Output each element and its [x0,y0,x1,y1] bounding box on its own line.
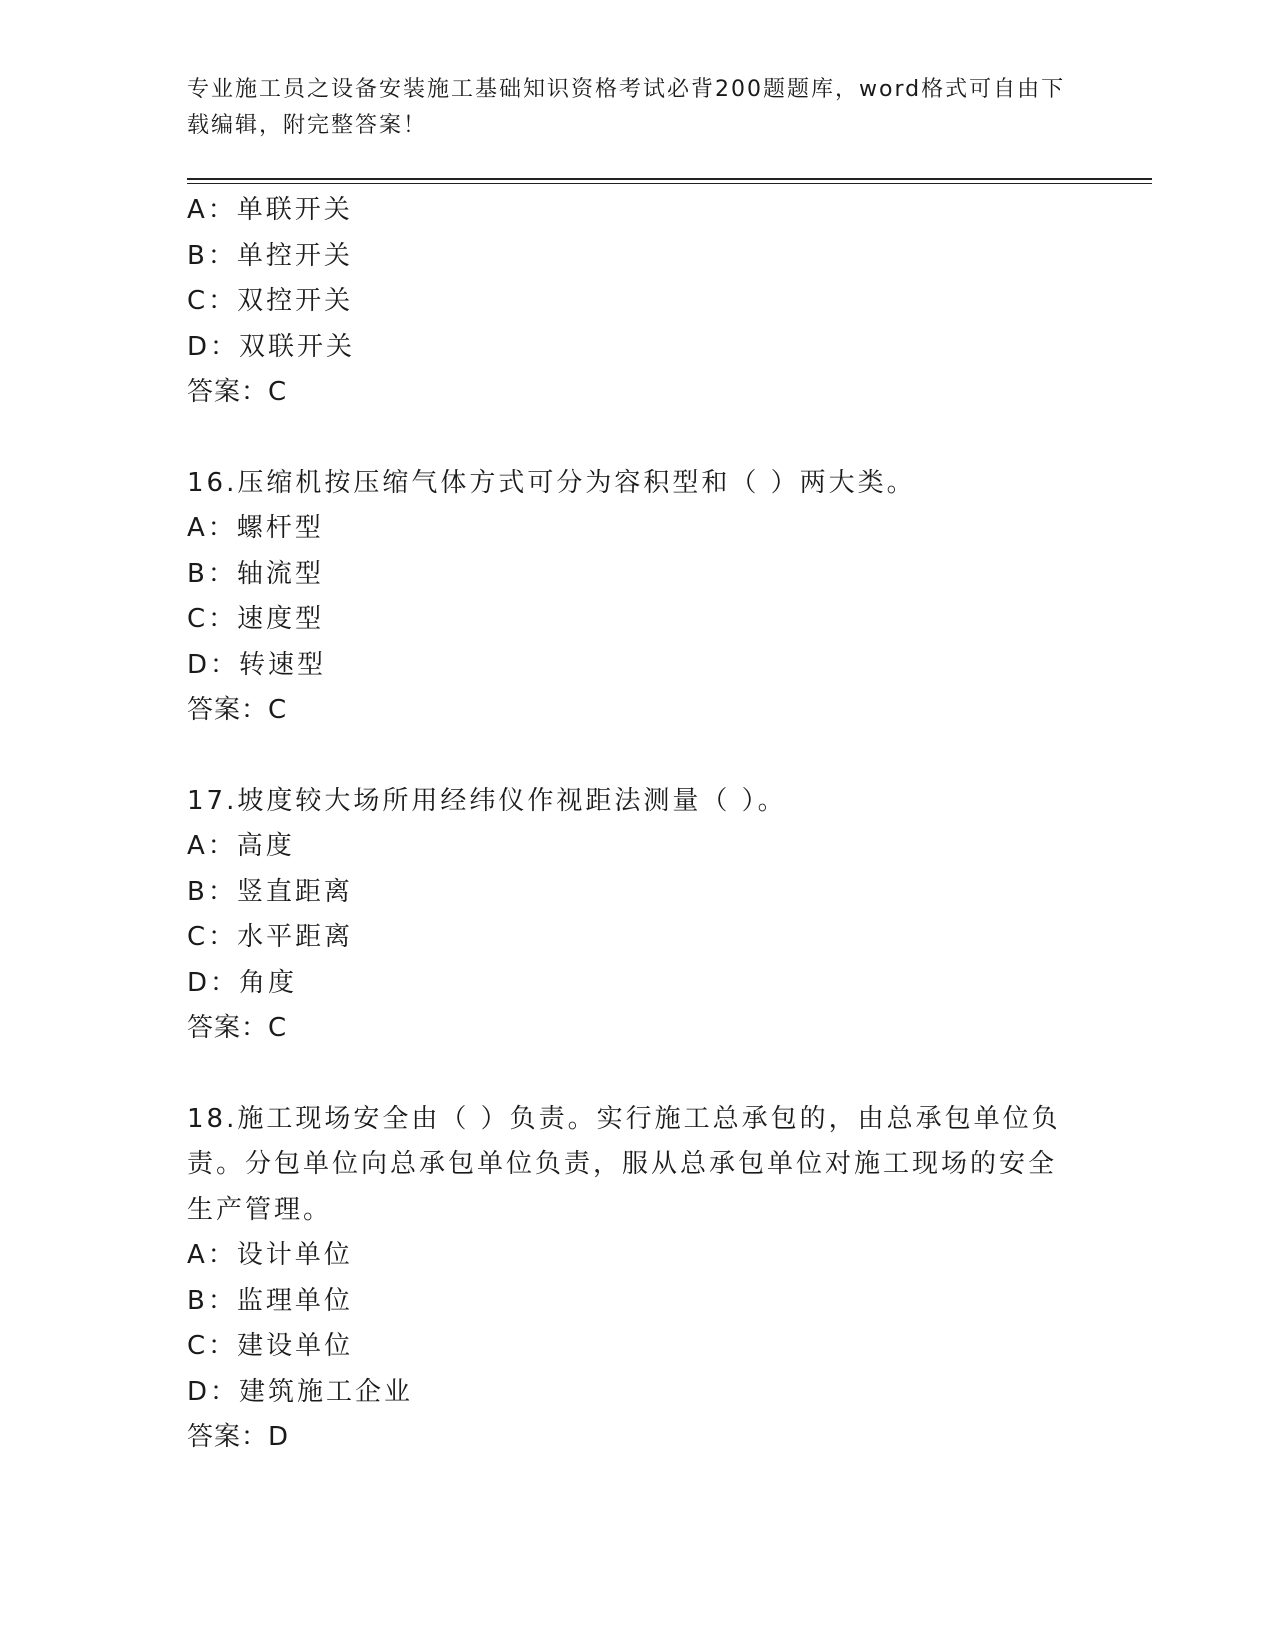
question-text: 16.压缩机按压缩气体方式可分为容积型和（ ）两大类。 [187,467,916,498]
question-list [187,188,1067,1461]
option-c: C：建设单位 [187,1331,354,1361]
spacer [187,416,1067,461]
option-c: C：双控开关 [187,286,354,316]
option-b: B：单控开关 [187,240,353,271]
document-header: 专业施工员之设备安装施工基础知识资格考试必背200题题库，word格式可自由下载编辑，附完整答案！ [187,77,1066,138]
header-rule-thick [187,178,1152,180]
question-block-15 [187,188,1067,416]
answer-line: 答案：C [187,1013,288,1043]
option-d: D：建筑施工企业 [187,1376,414,1407]
answer-line: 答案：D [187,1422,290,1452]
question-block-18 [187,1097,1067,1461]
question-text: 17.坡度较大场所用经纬仪作视距法测量（ ）。 [187,785,787,816]
question-text: 18.施工现场安全由（ ）负责。实行施工总承包的，由总承包单位负责。分包单位向总承包单位负责，服从总承包单位对施工现场的安全生产管理。 [187,1103,1061,1225]
question-block-16 [187,461,1067,734]
answer-line: 答案：C [187,377,288,407]
question-block-17 [187,779,1067,1052]
option-b: B：轴流型 [187,558,324,589]
option-b: B：监理单位 [187,1285,353,1316]
option-a: A：螺杆型 [187,513,324,543]
option-a: A：单联开关 [187,195,353,225]
answer-line: 答案：C [187,695,288,725]
spacer [187,734,1067,779]
header-rule-thin [187,183,1152,184]
option-a: A：高度 [187,831,295,861]
option-d: D：转速型 [187,649,327,680]
option-c: C：速度型 [187,604,325,634]
option-b: B：竖直距离 [187,876,353,907]
option-d: D：双联开关 [187,331,356,362]
option-d: D：角度 [187,967,298,998]
option-c: C：水平距离 [187,922,354,952]
spacer [187,1052,1067,1097]
option-a: A：设计单位 [187,1240,353,1270]
